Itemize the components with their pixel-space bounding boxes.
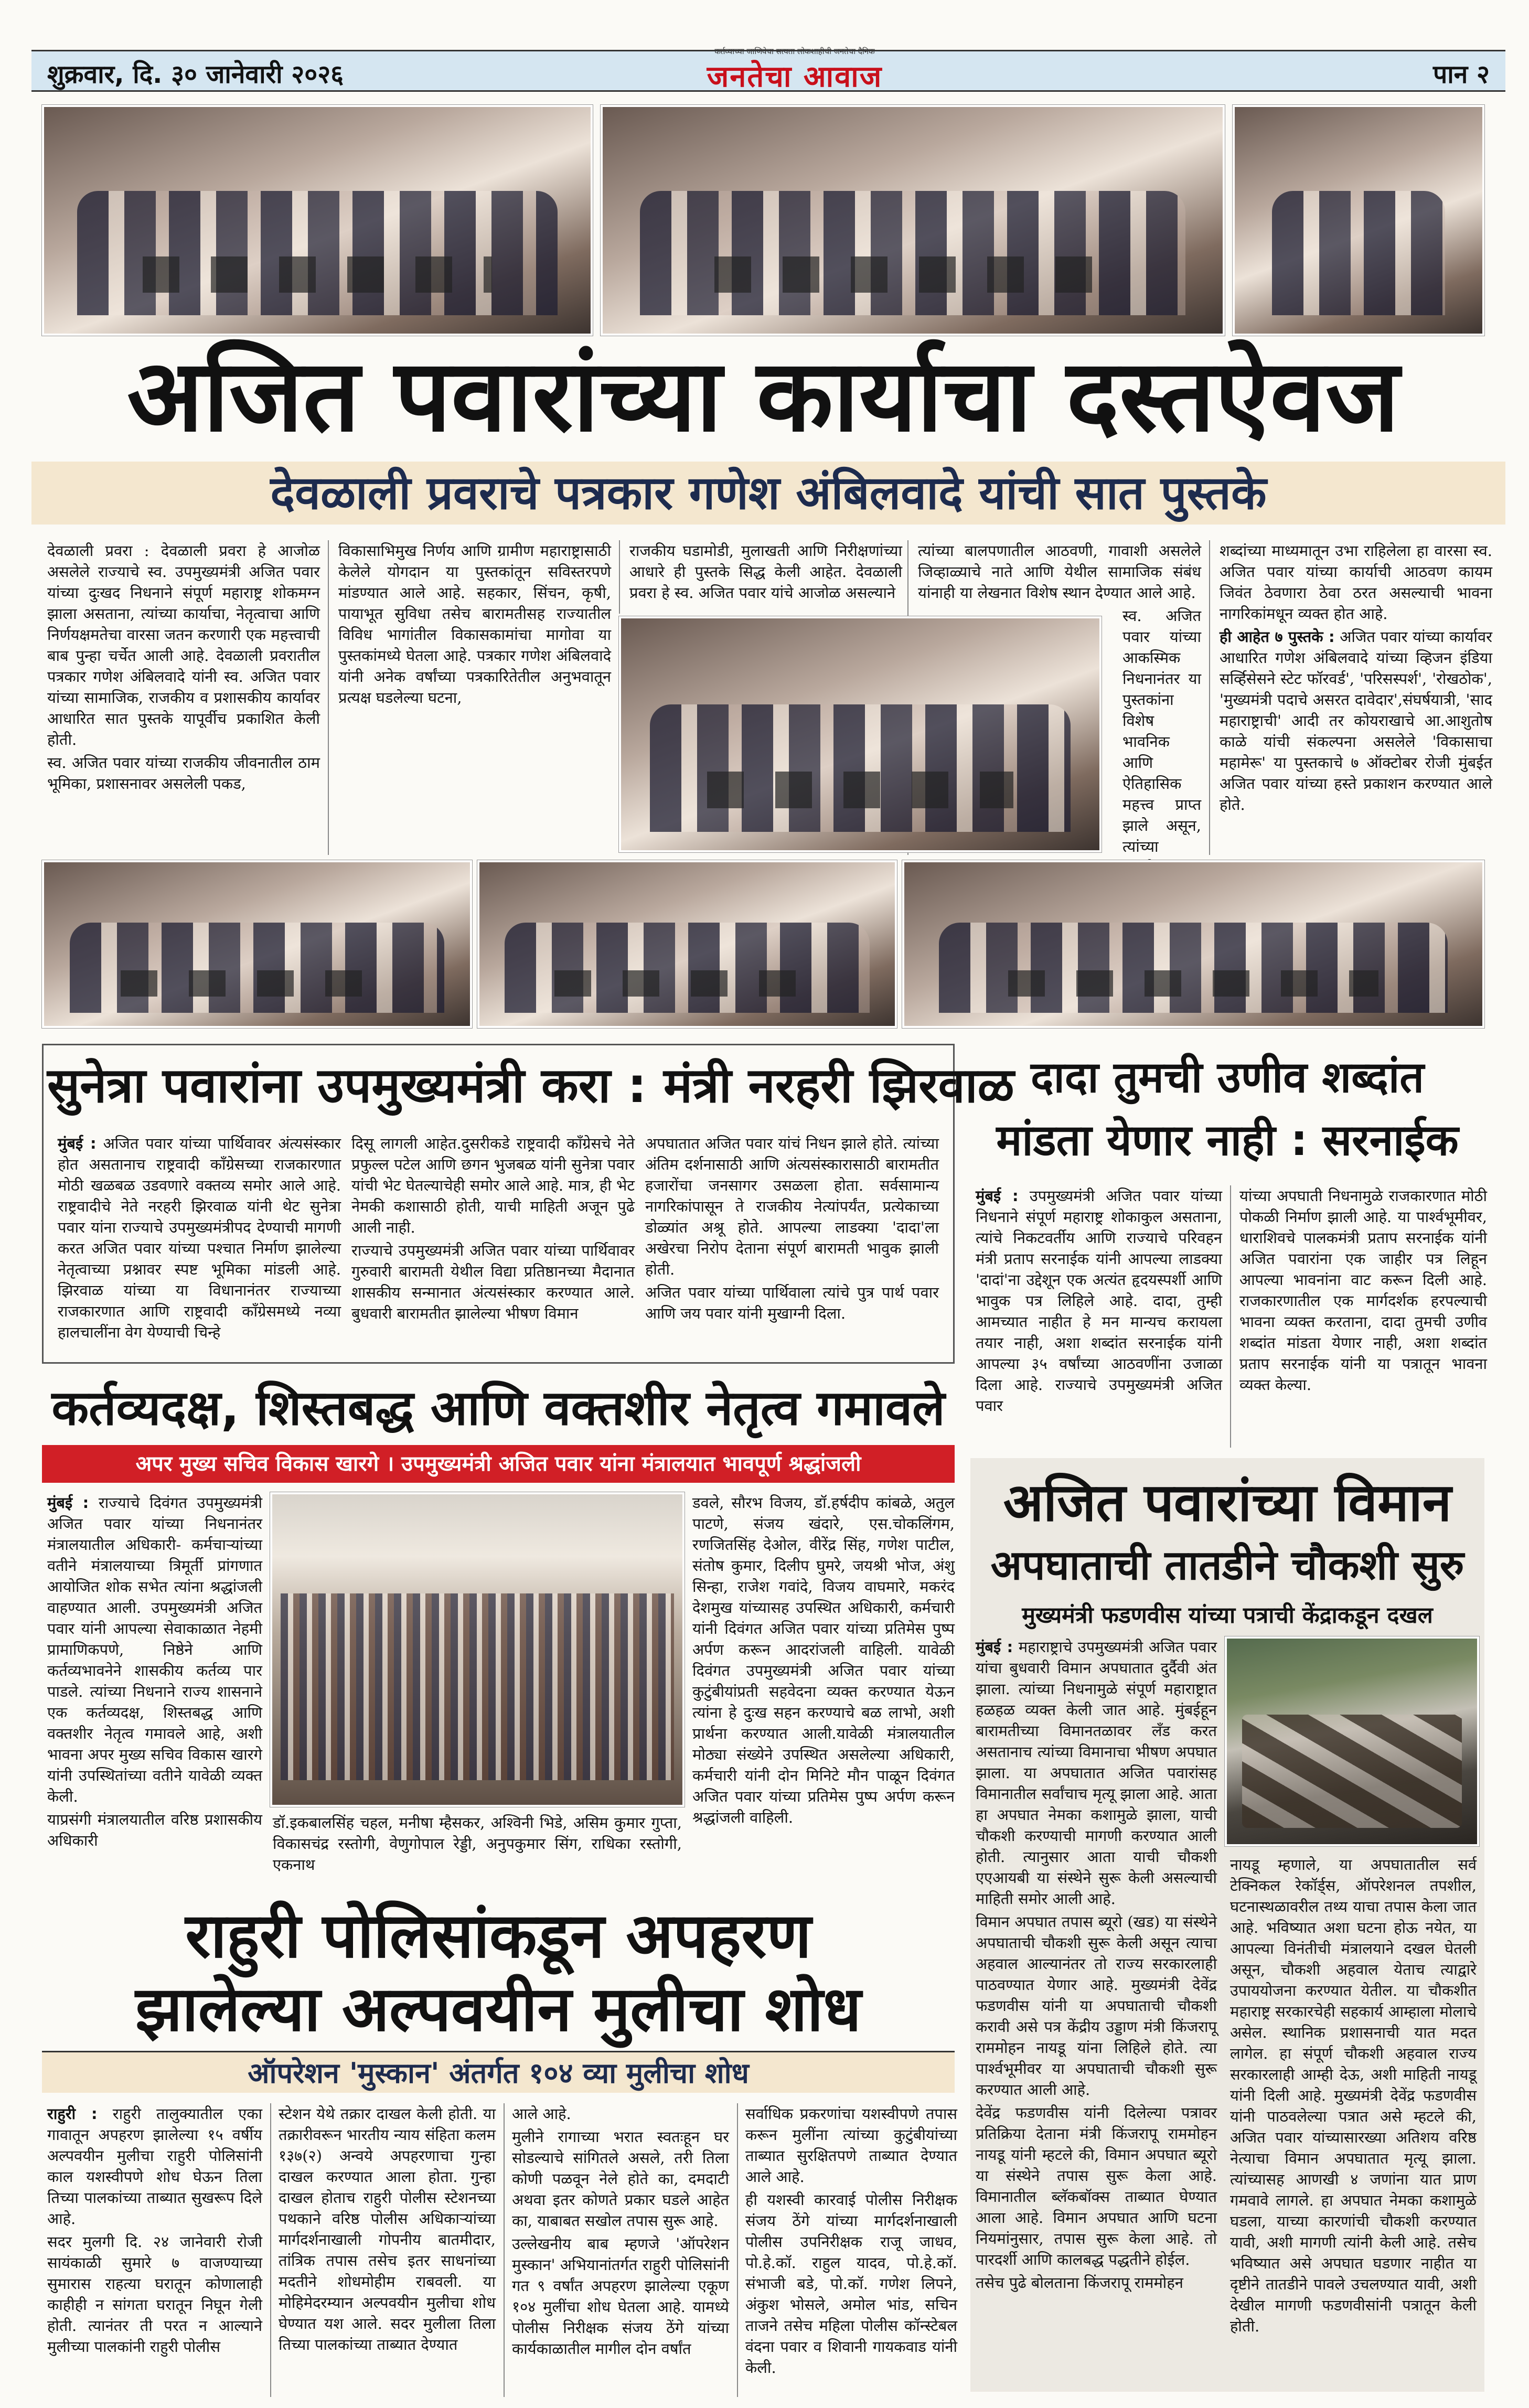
- story4-text: राज्याचे दिवंगत उपमुख्यमंत्री अजित पवार यांच्या निधनानंतर मंत्रालयातील अधिकारी- कर्मचाऱ्यांच्या वतीने मंत्रालयाच्या त्रिमूर्ती प्रांगणात आयोजित शोक सभेत त्यांना श्रद्धांजली वाहण्यात आली. उपमुख्यमंत्री अजित पवार यांनी आपल्या सेवाकाळात नेहमी प्रामाणिकपणे, निष्ठेने आणि कर्तव्यभावनेने शासकीय कर्तव्य पार पाडले. त्यांच्या निधनाने राज्य शासनाने एक कर्तव्यदक्ष, शिस्तबद्ध आणि वक्तशीर नेतृत्व गमावले आहे, अशी भावना अपर मुख्य सचिव विकास खारगे यांनी उपस्थितांच्या वतीने यावेळी व्यक्त केली.: [47, 1494, 263, 1805]
- story6-paragraph: सर्वाधिक प्रकरणांचा यशस्वीपणे तपास करून मुलींना त्यांच्या कुटुंबीयांच्या ताब्यात सुरक्षितपणे ताब्यात देण्यात आले आहे.: [745, 2105, 957, 2186]
- story5-subhead: मुख्यमंत्री फडणवीस यांच्या पत्राची केंद्राकडून दखल: [1022, 1602, 1433, 1629]
- page-header: [31, 47, 1505, 94]
- story4-headline: कर्तव्यदक्ष, शिस्तबद्ध आणि वक्तशीर नेतृत्व गमावले: [51, 1380, 945, 1436]
- story5-paragraph: देवेंद्र फडणवीस यांनी दिलेल्या पत्रावर प्रतिक्रिया देताना मंत्री किंजरापू राममोहन नायडू यांनी म्हटले की, विमान अपघात ब्यूरो या संस्थेने तपास सुरू केला आहे. विमानातील ब्लॅकबॉक्स ताब्यात घेण्यात आला आहे. विमान अपघात आणि घटना नियमांनुसार, तपास सुरू केला आहे. तो पारदर्शी आणि कालबद्ध पद्धतीने होईल.: [976, 2104, 1217, 2268]
- story6-paragraph: [47, 2103, 262, 2229]
- story5-column-1: [976, 1636, 1217, 2386]
- story6-paragraph: उल्लेखनीय बाब म्हणजे 'ऑपरेशन मुस्कान' अभियानांतर्गत राहुरी पोलिसांनी गत ९ वर्षांत अपहरण झालेल्या एकूण १०४ मुलींचा शोध घेतला आहे. यामध्ये पोलीस निरीक्षक संजय ठेंगे यांच्या कार्यकाळातील मागील दोन वर्षांत: [512, 2235, 729, 2358]
- dateline: मुंबई :: [976, 1187, 1019, 1205]
- story6-column-3: [504, 2103, 729, 2397]
- story2-column-2: [351, 1133, 635, 1353]
- story5-paragraph: नायडू म्हणाले, या अपघातातील सर्व टेक्निकल रेकॉर्ड्स, ऑपरेशनल तपशील, घटनास्थळावरील तथ्य याचा तपास केला जात आहे. भविष्यात अशा घटना होऊ नयेत, या आपल्या विनंतीची मंत्रालयाने दखल घेतली असून, चौकशी अहवाल येताच त्याद्वारे उपाययोजना करण्यात येतील. या चौकशीत महाराष्ट्र सरकारचेही सहकार्य आम्हाला मोलाचे असेल. स्थानिक प्रशासनाची यात मदत लागेल. हा संपूर्ण चौकशी अहवाल राज्य सरकारलाही आम्ही देऊ, अशी माहिती नायडू यांनी दिली आहे. मुख्यमंत्री देवेंद्र फडणवीस यांनी पाठवलेल्या पत्रात असे म्हटले की, अजित पवार यांच्यासारख्या अतिशय वरिष्ठ नेत्याचा विमान अपघातात मृत्यू झाला. त्यांच्यासह आणखी ४ जणांना यात प्राण गमवावे लागले. हा अपघात नेमका कशामुळे घडला, याच्या कारणांची चौकशी करण्यात यावी, अशी मागणी त्यांनी केली आहे. तसेच भविष्यात असे अपघात घडणार नाहीत या दृष्टीने तातडीने पावले उचलण्यात यावी, अशी देखील मागणी फडणवीसांनी पत्रातून केली होती.: [1230, 1856, 1477, 2335]
- story5-paragraph: [976, 1636, 1217, 1909]
- story4-column-1: [47, 1492, 262, 1891]
- photo-mantralaya-tribute: [270, 1492, 685, 1807]
- story6-paragraph: मुलीने रागाच्या भरात स्वतःहून घर सोडल्याचे सांगितले असले, तरी तिला कोणी पळवून नेले होते का, दमदाटी अथवा इतर कोणते प्रकार घडले आहेत का, याबाबत सखोल तपास सुरू आहे.: [512, 2128, 729, 2230]
- story2-column-3: [645, 1133, 939, 1353]
- story1-paragraph: विकासाभिमुख निर्णय आणि ग्रामीण महाराष्ट्रासाठी केलेले योगदान या पुस्तकांतून सविस्तरपणे मांडण्यात आले आहे. सहकार, सिंचन, कृषी, पायाभूत सुविधा तसेच बारामतीसह राज्यातील विविध भागांतील विकासकामांचा मागोवा या पुस्तकांमध्ये घेतला आहे. पत्रकार गणेश अंबिलवादे यांनी अनेक वर्षांच्या पत्रकारितेतील अनुभवातून प्रत्यक्ष घडलेल्या घटना,: [338, 542, 611, 707]
- story4-red-strap: अपर मुख्य सचिव विकास खारगे । उपमुख्यमंत्री अजित पवार यांना मंत्रालयात भावपूर्ण श्रद्धांजली: [42, 1445, 955, 1483]
- story6-paragraph: स्टेशन येथे तक्रार दाखल केली होती. या तक्रारीवरून भारतीय न्याय संहिता कलम १३७(२) अन्वये अपहरणाचा गुन्हा दाखल करण्यात आला होता. गुन्हा दाखल होताच राहुरी पोलीस स्टेशनच्या पथकाने वरिष्ठ पोलीस अधिकाऱ्यांच्या मार्गदर्शनाखाली गोपनीय बातमीदार, तांत्रिक तपास तसेच इतर साधनांच्या मदतीने शोधमोहीम राबवली. या मोहिमेदरम्यान अल्पवयीन मुलीचा शोध घेण्यात यश आले. सदर मुलीला तिला तिच्या पालकांच्या ताब्यात देण्यात: [279, 2105, 496, 2353]
- story1-column-1: [47, 540, 320, 855]
- dateline: राहुरी :: [47, 2105, 98, 2123]
- photo-book-launch-7: [902, 860, 1484, 1028]
- story2-paragraph: अपघातात अजित पवार यांचं निधन झाले होते. त्यांच्या अंतिम दर्शनासाठी आणि अंत्यसंस्कारासाठी बारामतीत हजारोंचा जनसागर उसळला होता. सर्वसामान्य नागरिकांपासून ते राजकीय नेत्यांपर्यंत, प्रत्येकाच्या डोळ्यांत अश्रू होते. आपल्या लाडक्या 'दादा'ला अखेरचा निरोप देताना संपूर्ण बारामती भावुक झाली होती.: [645, 1135, 939, 1278]
- story5-column-2: [1230, 1854, 1477, 2386]
- book-list-lead: ही आहेत ७ पुस्तके :: [1220, 628, 1335, 646]
- story2-text: अजित पवार यांच्या पार्थिवावर अंत्यसंस्कार होत असतानाच राष्ट्रवादी काँग्रेसच्या राजकारणात मोठी खळबळ उडवणारे वक्तव्य समोर आले आहे. राष्ट्रवादीचे नेते नरहरी झिरवाळ यांनी थेट सुनेत्रा पवार यांना राज्याचे उपमुख्यमंत्रीपद देण्याची मागणी करत अजित पवार यांच्या पश्चात निर्माण झालेल्या नेतृत्वाच्या प्रश्नावर स्पष्ट भूमिका मांडली आहे. झिरवाळ यांच्या या विधानानंतर राज्याच्या राजकारणात आणि राष्ट्रवादी काँग्रेसमध्ये नव्या हालचालींना वेग येण्याची चिन्हे: [58, 1135, 341, 1341]
- story1-paragraph: शब्दांच्या माध्यमातून उभा राहिलेला हा वारसा स्व. अजित पवार यांच्या कार्याची आठवण कायम जिवंत ठेवणारा ठेवा ठरत असल्याची भावना नागरिकांमधून व्यक्त होत आहे.: [1220, 542, 1492, 623]
- story6-headline-line1: राहुरी पोलिसांकडून अपहरण: [185, 1899, 811, 1972]
- photo-book-launch-1: [42, 105, 593, 336]
- story3-text: उपमुख्यमंत्री अजित पवार यांच्या निधनाने संपूर्ण महाराष्ट्र शोकाकुल असताना, त्यांचे निकटवर्तीय आणि राज्याचे परिवहन मंत्री प्रताप सरनाईक यांनी आपल्या लाडक्या 'दादां'ना उद्देशून एक अत्यंत हृदयस्पर्शी आणि भावुक पत्र लिहिले आहे. दादा, तुम्ही आमच्यात नाहीत हे मन मान्यच करायला तयार नाही, अशा शब्दांत सरनाईक यांनी आपल्या ३५ वर्षांच्या आठवणींना उजाळा दिला आहे. राज्याचे उपमुख्यमंत्री अजित पवार: [976, 1187, 1222, 1415]
- story4-caption-text: डॉ.इकबालसिंह चहल, मनीषा म्हैसकर, अश्विनी भिडे, असिम कुमार गुप्ता, विकासचंद्र रस्तोगी, वेणुगोपाल रेड्डी, अनुपकुमार सिंग, राधिका रस्तोगी, एकनाथ: [273, 1814, 682, 1874]
- story1-column-2: [328, 540, 611, 855]
- story6-subhead: ऑपरेशन 'मुस्कान' अंतर्गत १०४ व्या मुलीचा शोध: [42, 2051, 955, 2093]
- story4-paragraph: डवले, सौरभ विजय, डॉ.हर्षदीप कांबळे, अतुल पाटणे, संजय खंदारे, एस.चोकलिंगम, रणजितसिंह देओल, वीरेंद्र सिंह, गणेश पाटील, संतोष कुमार, दिलीप घुमरे, जयश्री भोज, अंशु सिन्हा, राजेश गवांदे, विजय वाघमारे, मकरंद देशमुख यांच्यासह उपस्थित अधिकारी, कर्मचारी यांनी दिवंगत अजित पवार यांच्या प्रतिमेस पुष्प अर्पण करून आदरांजली वाहिली. यावेळी दिवंगत उपमुख्यमंत्री अजित पवार यांच्या कुटुंबीयांप्रती सहवेदना व्यक्त करण्यात येऊन त्यांना हे दुःख सहन करण्याचे बळ लाभो, अशी प्रार्थना करण्यात आली.यावेळी मंत्रालयातील मोठ्या संख्येने उपस्थित असलेल्या अधिकारी, कर्मचारी यांनी दोन मिनिटे मौन पाळून दिवंगत अजित पवार यांच्या प्रतिमेस पुष्प अर्पण करून श्रद्धांजली वाहिली.: [692, 1494, 955, 1826]
- story1-column-3: [619, 540, 902, 614]
- story2-paragraph: अजित पवार यांच्या पार्थिवाला त्यांचे पुत्र पार्थ पवार आणि जय पवार यांनी मुखाग्नी दिला.: [645, 1283, 939, 1322]
- story3-column-2: [1230, 1185, 1487, 1448]
- page-number: पान २: [1432, 60, 1490, 89]
- story4-paragraph: याप्रसंगी मंत्रालयातील वरिष्ठ प्रशासकीय अधिकारी: [47, 1811, 262, 1849]
- story3-headline-line2: मांडता येणार नाही : सरनाईक: [996, 1116, 1459, 1165]
- story1-book-list: [1220, 626, 1492, 815]
- story5-paragraph: विमान अपघात तपास ब्यूरो (खड) या संस्थेने अपघाताची चौकशी सुरू केली असून त्याचा अहवाल आल्यानंतर तो राज्य सरकारलाही पाठवण्यात येणार आहे. मुख्यमंत्री देवेंद्र फडणवीस यांनी या अपघाताची चौकशी करावी असे पत्र केंद्रीय उड्डाण मंत्री किंजरापू राममोहन नायडू यांना लिहिले होते. त्या पार्श्वभूमीवर या अपघाताची चौकशी सुरू करण्यात आली आहे.: [976, 1913, 1217, 2099]
- story2-headline: सुनेत्रा पवारांना उपमुख्यमंत्री करा : मंत्री नरहरी झिरवाळ: [47, 1057, 1014, 1114]
- story5-headline-line1: अजित पवारांच्या विमान: [1003, 1472, 1452, 1533]
- photo-book-launch-2: [601, 105, 1225, 336]
- logo-tagline: कर्तव्याच्या जाणिवेचा सत्यता लोकशाहीची जनतेचा दैनिक: [714, 47, 875, 56]
- logo-name: जनतेचा आवाज: [707, 60, 883, 94]
- photo-book-launch-3: [1233, 105, 1484, 336]
- story1-subhead: देवळाली प्रवराचे पत्रकार गणेश अंबिलवादे यांची सात पुस्तके: [31, 462, 1505, 525]
- story2-paragraph: [58, 1133, 341, 1343]
- story1-paragraph: स्व. अजित पवार यांच्या आकस्मिक निधनानंतर या पुस्तकांना विशेष भावनिक आणि ऐतिहासिक महत्त्व प्राप्त झाले असून, त्यांच्या: [1122, 607, 1201, 855]
- story6-column-2: [270, 2103, 496, 2397]
- story4-column-3: [692, 1492, 955, 1891]
- photo-crash-site: [1225, 1636, 1479, 1846]
- story1-paragraph: राजकीय घडामोडी, मुलाखती आणि निरीक्षणांच्या आधारे ही पुस्तके सिद्ध केली आहेत. देवळाली प्रवरा हे स्व. अजित पवार यांचे आजोळ असल्याने: [629, 542, 902, 602]
- story2-column-1: [58, 1133, 341, 1353]
- story6-headline-line2: झालेल्या अल्पवयीन मुलीचा शोध: [135, 1973, 861, 2045]
- story6-column-4: [737, 2103, 957, 2397]
- dateline: मुंबई :: [47, 1494, 89, 1512]
- story5-paragraph: तसेच पुढे बोलताना किंजरापू राममोहन: [976, 2274, 1183, 2292]
- story6-paragraph: सदर मुलगी दि. २४ जानेवारी रोजी सायंकाळी सुमारे ७ वाजण्याच्या सुमारास राहत्या घरातून कोणालाही काहीही न सांगता घरातून निघून गेली होती. त्यानंतर ती परत न आल्याने मुलीच्या पालकांनी राहुरी पोलीस: [47, 2233, 262, 2356]
- story4-caption: [273, 1812, 682, 1891]
- photo-book-launch-6: [477, 860, 897, 1028]
- story5-headline-line2: अपघाताची तातडीने चौकशी सुरु: [990, 1542, 1464, 1589]
- story3-column-1: [976, 1185, 1222, 1448]
- dateline: मुंबई :: [58, 1135, 97, 1152]
- masthead-logo: [692, 46, 897, 96]
- story6-text: राहुरी तालुक्यातील एका गावातून अपहरण झालेल्या १५ वर्षीय अल्पवयीन मुलीचा राहुरी पोलिसांनी काल यशस्वीपणे शोध घेऊन तिला तिच्या पालकांच्या ताब्यात सुखरूप दिले आहे.: [47, 2105, 263, 2228]
- story1-headline: अजित पवारांच्या कार्याचा दस्तऐवज: [127, 338, 1399, 454]
- story5-text: महाराष्ट्राचे उपमुख्यमंत्री अजित पवार यांचा बुधवारी विमान अपघातात दुर्दैवी अंत झाला. त्यांच्या निधनामुळे संपूर्ण महाराष्ट्रात हळहळ व्यक्त केली जात आहे. मुंबईहून बारामतीच्या विमानतळावर लँड करत असतानाच त्यांच्या विमानाचा भीषण अपघात झाला. या अपघातात अजित पवारांसह विमानातील सर्वांचाच मृत्यू झाला आहे. आता हा अपघात नेमका कशामुळे झाला, याची चौकशी करण्याची मागणी करण्यात आली होती. त्यानुसार आता याची चौकशी एएआयबी या संस्थेने सुरू केली असल्याची माहिती समोर आली आहे.: [976, 1638, 1217, 1908]
- story3-paragraph: [976, 1185, 1222, 1416]
- story4-paragraph: [47, 1492, 262, 1807]
- issue-date: शुक्रवार, दि. ३० जानेवारी २०२६: [47, 60, 344, 89]
- story2-paragraph: दिसू लागली आहेत.दुसरीकडे राष्ट्रवादी काँग्रेसचे नेते प्रफुल्ल पटेल आणि छगन भुजबळ यांनी सुनेत्रा पवार यांची भेट घेतल्याचेही समोर आले आहे. मात्र, ही भेट नेमकी कशासाठी होती, याची माहिती अजून पुढे आली नाही.: [351, 1135, 635, 1236]
- photo-book-launch-5: [42, 860, 472, 1028]
- story1-column-5: [1209, 540, 1492, 855]
- dateline: मुंबई :: [976, 1638, 1013, 1656]
- story2-paragraph: राज्याचे उपमुख्यमंत्री अजित पवार यांच्या पार्थिवावर गुरुवारी बारामती येथील विद्या प्रतिष्ठानच्या मैदानात शासकीय सन्मानात अंत्यसंस्कार करण्यात आले. बुधवारी बारामतीत झालेल्या भीषण विमान: [351, 1242, 635, 1322]
- story3-headline-line1: दादा तुमची उणीव शब्दांत: [1031, 1053, 1424, 1103]
- story1-paragraph: त्यांच्या बालपणातील आठवणी, गावाशी असलेले जिव्हाळ्याचे नाते आणि येथील सामाजिक संबंध यांनाही या लेखनात विशेष स्थान देण्यात आले आहे.: [918, 542, 1201, 602]
- story6-paragraph: आले आहे.: [512, 2105, 571, 2123]
- story1-paragraph: देवळाली प्रवरा : देवळाली प्रवरा हे आजोळ असलेले राज्याचे स्व. उपमुख्यमंत्री अजित पवार यांच्या दुःखद निधनाने संपूर्ण महाराष्ट्र शोकमग्न झाला असताना, त्यांच्या कार्याचा, नेतृत्वाचा आणि निर्णयक्षमतेचा वारसा जतन करणारी एक महत्त्वाची बाब पुन्हा चर्चेत आली आहे. देवळाली प्रवरातील पत्रकार गणेश अंबिलवादे यांनी स्व. अजित पवार यांच्या सामाजिक, राजकीय व प्रशासकीय कार्यावर आधारित सात पुस्तके यापूर्वीच प्रकाशित केली होती.: [47, 542, 320, 748]
- story1-paragraph: स्व. अजित पवार यांच्या राजकीय जीवनातील ठाम भूमिका, प्रशासनावर असलेली पकड,: [47, 754, 320, 793]
- book-list-text: अजित पवार यांच्या कार्यावर आधारित गणेश अंबिलवादे यांच्या व्हिजन इंडिया सर्व्हिसेसने स्टेट फॉरवर्ड', 'परिसस्पर्श', 'रोखठोक', 'मुख्यमंत्री पदाचे असरत दावेदार',संघर्षयात्री, 'साद महाराष्ट्राची' आदी तर कोयराखाचे आ.आशुतोष काळे यांची संकल्पना असलेले 'विकासाचा महामेरू' या पुस्तकाचे ७ ऑक्टोबर रोजी मुंबईत अजित पवार यांच्या हस्ते प्रकाशन करण्यात आले होते.: [1220, 628, 1492, 814]
- story6-column-1: [47, 2103, 262, 2397]
- story3-paragraph: यांच्या अपघाती निधनामुळे राजकारणात मोठी पोकळी निर्माण झाली आहे. या पार्श्वभूमीवर, धाराशिवचे पालकमंत्री प्रताप सरनाईक यांनी अजित पवारांना एक जाहीर पत्र लिहून आपल्या भावनांना वाट करून दिली आहे. राजकारणातील एक मार्गदर्शक हरपल्याची भावना व्यक्त करताना, दादा तुमची उणीव शब्दांत मांडता येणार नाही, अशा शब्दांत प्रताप सरनाईक यांनी या पत्रातून भावना व्यक्त केल्या.: [1239, 1187, 1487, 1394]
- photo-book-launch-4: [619, 616, 1102, 852]
- story6-paragraph: ही यशस्वी कारवाई पोलीस निरीक्षक संजय ठेंगे यांच्या मार्गदर्शनाखाली पोलीस उपनिरीक्षक राजू जाधव, पो.हे.कॉ. राहुल यादव, पो.हे.कॉ. संभाजी बडे, पो.कॉ. गणेश लिपने, अंकुश भोसले, अमोल भांड, सचिन ताजने तसेच महिला पोलीस कॉन्स्टेबल वंदना पवार व शिवानी गायकवाड यांनी केली.: [745, 2191, 957, 2377]
